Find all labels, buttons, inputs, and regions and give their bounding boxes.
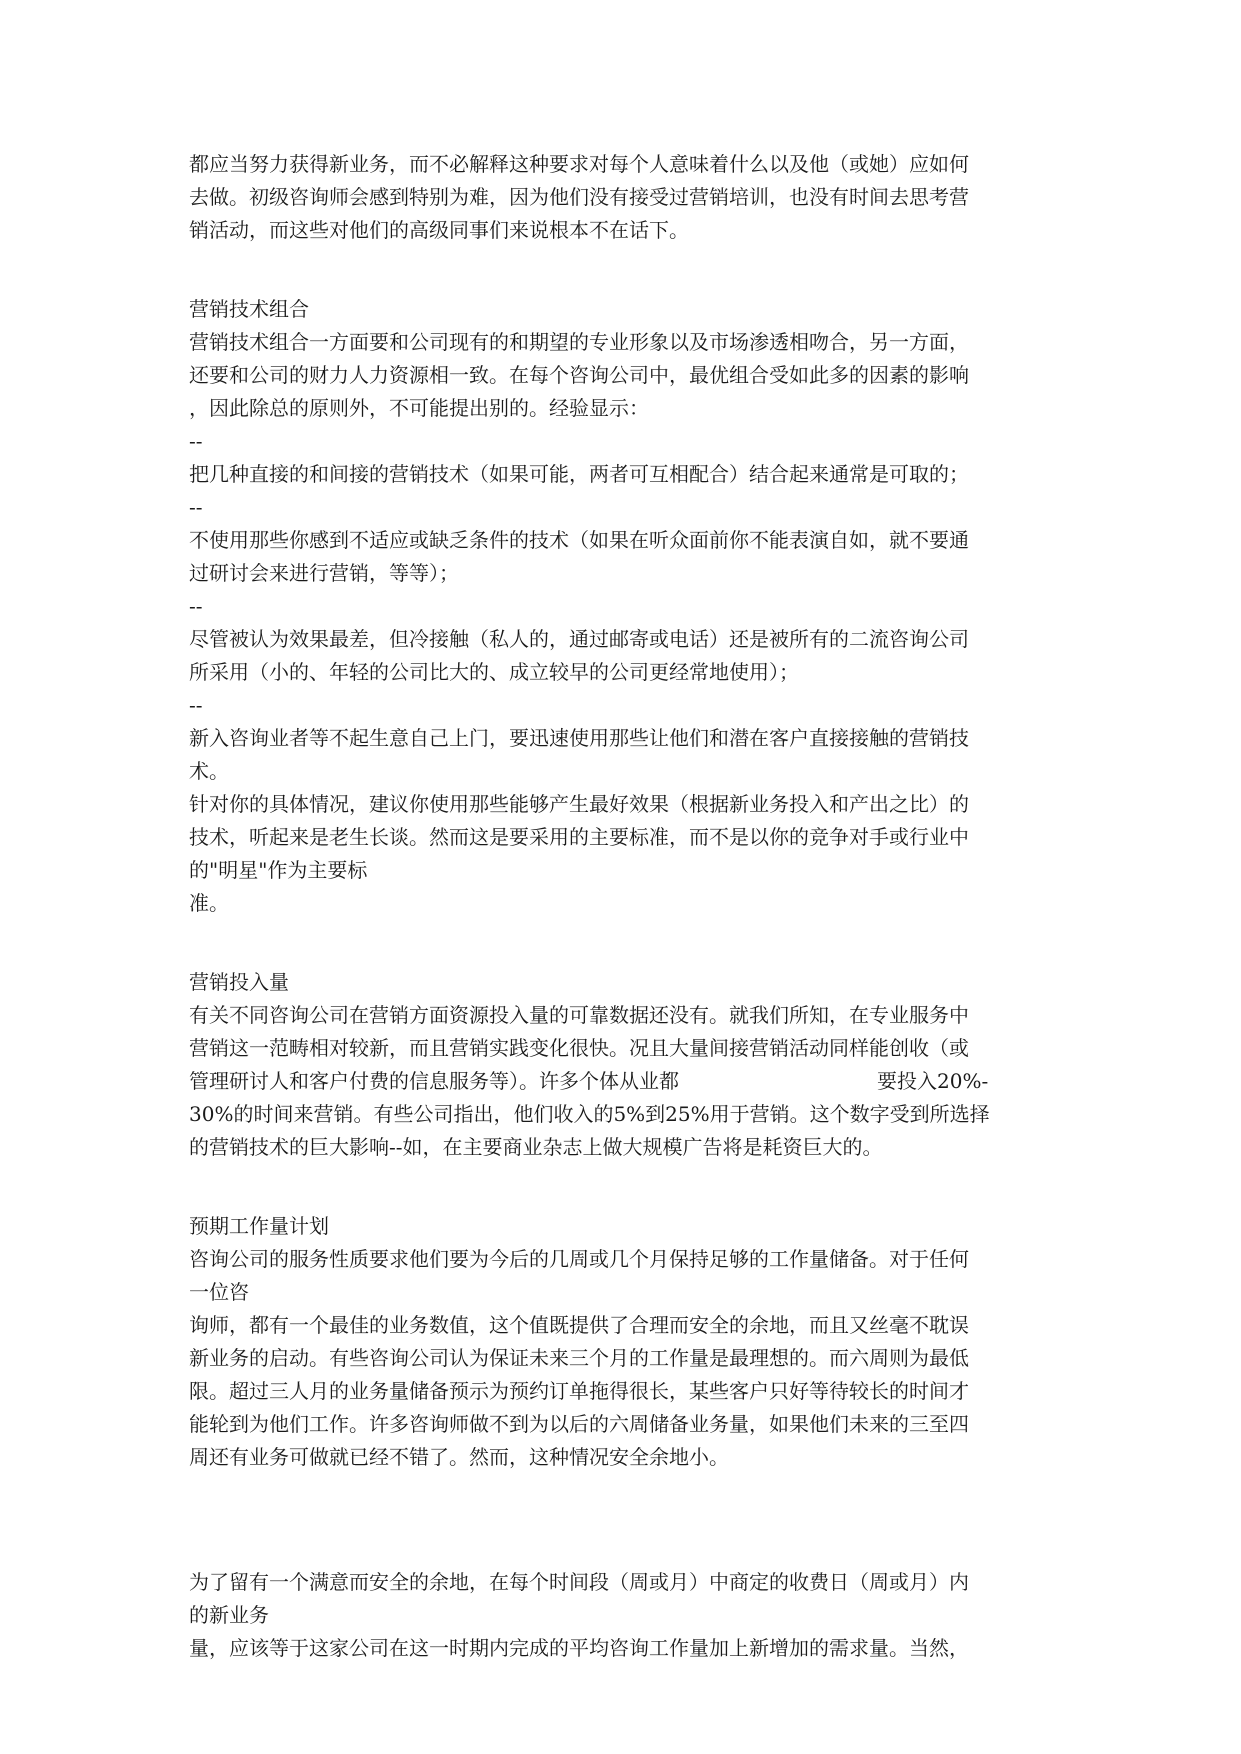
bullet-marker: -- <box>189 429 203 453</box>
text-line: 为了留有一个满意而安全的余地，在每个时间段（周或月）中商定的收费日（周或月）内 <box>189 1570 969 1594</box>
bullet-text: 把几种直接的和间接的营销技术（如果可能，两者可互相配合）结合起来通常是可取的； <box>189 462 969 486</box>
text-line: 营销技术组合一方面要和公司现有的和期望的专业形象以及市场渗透相吻合，另一方面， <box>189 330 969 354</box>
section-workload-plan <box>189 1210 1059 1474</box>
paragraph-spacer <box>189 1164 1059 1210</box>
section-marketing-mix <box>189 293 1059 920</box>
text-line: 的新业务 <box>189 1603 269 1627</box>
text-line: 限。超过三人月的业务量储备预示为预约订单拖得很长，某些客户只好等待较长的时间才 <box>189 1379 969 1403</box>
text-line: 一位咨 <box>189 1280 249 1304</box>
text-line: 30%的时间来营销。有些公司指出，他们收入的5%到25%用于营销。这个数字受到所选择 <box>189 1102 990 1126</box>
text-line: 营销这一范畴相对较新，而且营销实践变化很快。况且大量间接营销活动同样能创收（或 <box>189 1036 969 1060</box>
bullet-text: 新入咨询业者等不起生意自己上门，要迅速使用那些让他们和潜在客户直接接触的营销技 <box>189 726 969 750</box>
text-line: ，因此除总的原则外，不可能提出别的。经验显示： <box>189 396 649 420</box>
text-line: 有关不同咨询公司在营销方面资源投入量的可靠数据还没有。就我们所知，在专业服务中 <box>189 1003 969 1027</box>
bullet-marker: -- <box>189 594 203 618</box>
bullet-marker: -- <box>189 693 203 717</box>
section-marketing-input <box>189 966 1059 1164</box>
text-line: 还要和公司的财力人力资源相一致。在每个咨询公司中，最优组合受如此多的因素的影响 <box>189 363 969 387</box>
text-line: 能轮到为他们工作。许多咨询师做不到为以后的六周储备业务量，如果他们未来的三至四 <box>189 1412 969 1436</box>
bullet-text: 尽管被认为效果最差，但冷接触（私人的，通过邮寄或电话）还是被所有的二流咨询公司 <box>189 627 969 651</box>
text-line: 新业务的启动。有些咨询公司认为保证未来三个月的工作量是最理想的。而六周则为最低 <box>189 1346 969 1370</box>
section-heading: 预期工作量计划 <box>189 1214 329 1238</box>
bullet-marker: -- <box>189 495 203 519</box>
text-line: 销活动，而这些对他们的高级同事们来说根本不在话下。 <box>189 218 689 242</box>
paragraph-spacer <box>189 920 1059 966</box>
text-fragment: 要投入20%- <box>877 1069 989 1093</box>
text-line: 的营销技术的巨大影响--如，在主要商业杂志上做大规模广告将是耗资巨大的。 <box>189 1135 883 1159</box>
bullet-text: 不使用那些你感到不适应或缺乏条件的技术（如果在听众面前你不能表演自如，就不要通 <box>189 528 969 552</box>
bullet-text: 所采用（小的、年轻的公司比大的、成立较早的公司更经常地使用）； <box>189 660 799 684</box>
section-heading: 营销技术组合 <box>189 297 309 321</box>
text-line <box>189 1065 1059 1098</box>
section-heading: 营销投入量 <box>189 970 289 994</box>
bullet-text: 过研讨会来进行营销，等等）； <box>189 561 459 585</box>
text-line: 都应当努力获得新业务，而不必解释这种要求对每个人意味着什么以及他（或她）应如何 <box>189 152 969 176</box>
paragraph-spacer <box>189 247 1059 293</box>
text-line: 准。 <box>189 891 229 915</box>
bullet-text: 术。 <box>189 759 229 783</box>
document-body <box>189 148 1059 1665</box>
text-fragment: 管理研讨人和客户付费的信息服务等）。许多个体从业都 <box>189 1069 679 1093</box>
text-line: 询师，都有一个最佳的业务数值，这个值既提供了合理而安全的余地，而且又丝毫不耽误 <box>189 1313 969 1337</box>
text-line: 技术，听起来是老生长谈。然而这是要采用的主要标准，而不是以你的竞争对手或行业中 <box>189 825 969 849</box>
paragraph-spacer <box>189 1520 1059 1566</box>
text-line: 周还有业务可做就已经不错了。然而，这种情况安全余地小。 <box>189 1445 729 1469</box>
final-paragraph <box>189 1566 1059 1665</box>
text-line: 去做。初级咨询师会感到特别为难，因为他们没有接受过营销培训，也没有时间去思考营 <box>189 185 969 209</box>
intro-paragraph <box>189 148 1059 247</box>
paragraph-spacer <box>189 1474 1059 1520</box>
text-line: 针对你的具体情况，建议你使用那些能够产生最好效果（根据新业务投入和产出之比）的 <box>189 792 969 816</box>
text-line: 的"明星"作为主要标 <box>189 858 368 882</box>
text-line: 量，应该等于这家公司在这一时期内完成的平均咨询工作量加上新增加的需求量。当然， <box>189 1636 969 1660</box>
text-line: 咨询公司的服务性质要求他们要为今后的几周或几个月保持足够的工作量储备。对于任何 <box>189 1247 969 1271</box>
